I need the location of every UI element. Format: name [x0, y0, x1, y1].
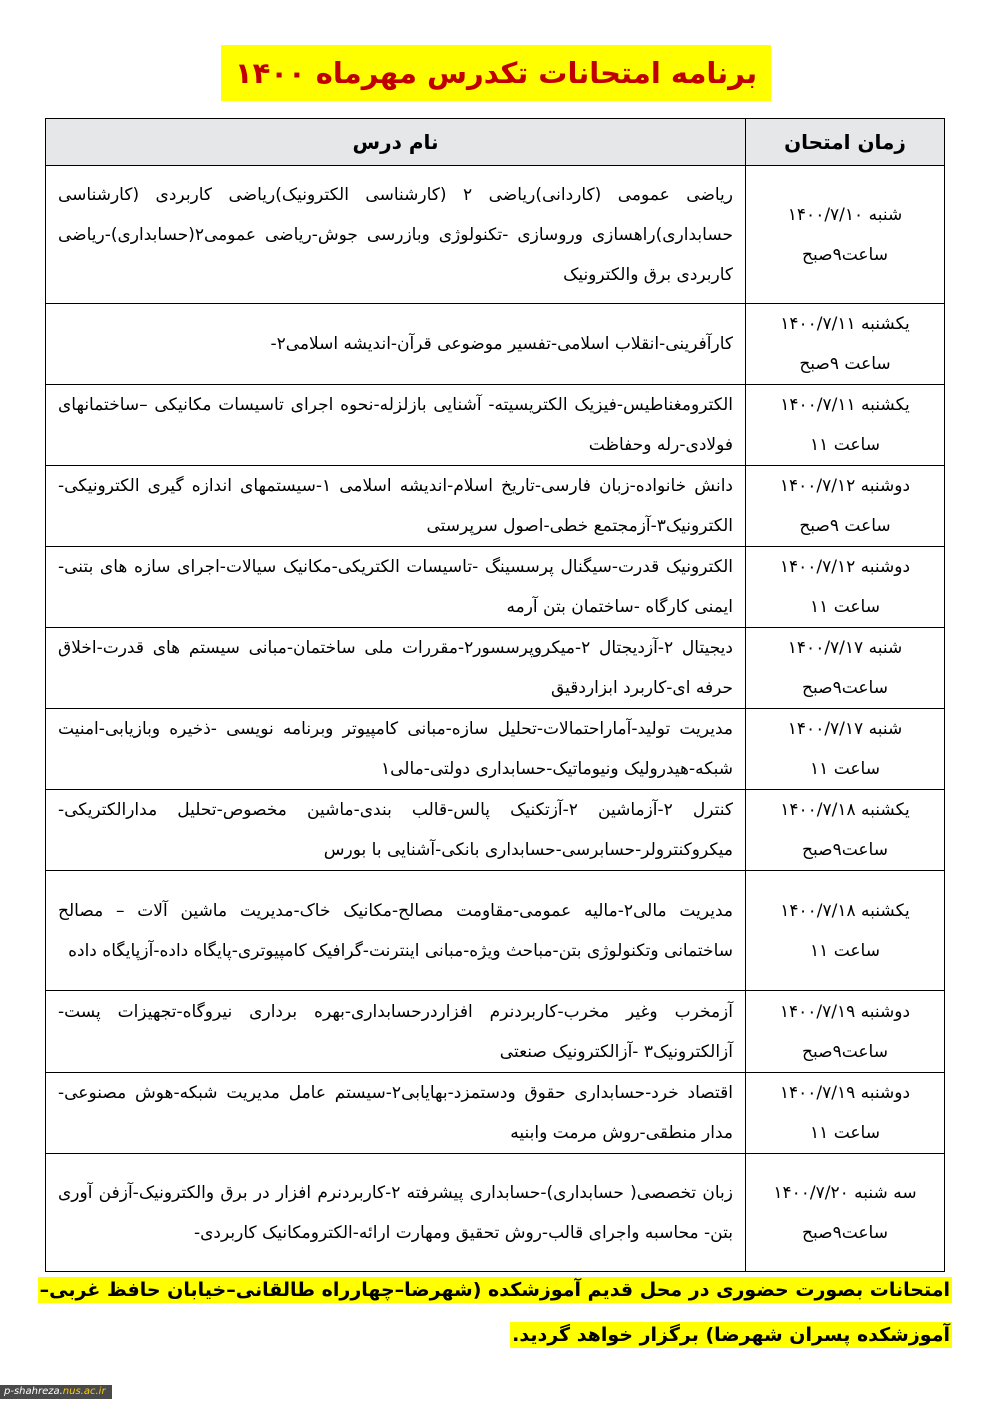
exam-time-cell	[746, 790, 945, 871]
header-course-name: نام درس	[46, 119, 746, 166]
exam-time-cell	[746, 1073, 945, 1154]
course-names-cell: کارآفرینی-انقلاب اسلامی-تفسیر موضوعی قرآن-اندیشه اسلامی۲-	[46, 304, 746, 385]
table-row	[46, 1073, 945, 1154]
exam-time-cell	[746, 466, 945, 547]
course-names-cell: ریاضی عمومی (کاردانی)ریاضی ۲ (کارشناسی الکترونیک)ریاضی کاربردی (کارشناسی حسابداری)راهسازی وروسازی -تکنولوژی وبازرسی جوش-ریاضی عمومی۲(حسابداری)-ریاضی کاربردی برق والکترونیک	[46, 166, 746, 304]
footer-notice	[32, 1268, 952, 1358]
exam-time-cell	[746, 304, 945, 385]
exam-time-cell	[746, 709, 945, 790]
exam-date: سه شنبه ۱۴۰۰/۷/۲۰	[773, 1182, 917, 1203]
exam-date: دوشنبه ۱۴۰۰/۷/۱۹	[779, 1083, 911, 1103]
exam-hour: ساعت۹صبح	[802, 1041, 888, 1062]
exam-schedule-table	[45, 118, 945, 1272]
exam-time-cell	[746, 871, 945, 991]
exam-date: دوشنبه ۱۴۰۰/۷/۱۲	[779, 557, 911, 577]
exam-date: شنبه ۱۴۰۰/۷/۱۰	[787, 204, 903, 225]
course-names-cell: آزمخرب وغیر مخرب-کاربردنرم افزاردرحسابداری-بهره برداری نیروگاه-تجهیزات پست-آزالکترونیک۳ -آزالکترونیک صنعتی	[46, 991, 746, 1073]
exam-hour: ساعت۹صبح	[802, 840, 888, 860]
exam-date: دوشنبه ۱۴۰۰/۷/۱۲	[779, 476, 911, 496]
exam-hour: ساعت ۱۱	[810, 435, 880, 455]
course-names-cell: زبان تخصصی( حسابداری)-حسابداری پیشرفته ۲-کاربردنرم افزار در برق والکترونیک-آزفن آوری بتن- محاسبه واجرای قالب-روش تحقیق ومهارت ارائه-الکترومکانیک کاربردی-	[46, 1154, 746, 1272]
exam-hour: ساعت ۱۱	[810, 940, 880, 961]
table-header-row	[46, 119, 945, 166]
exam-hour: ساعت۹صبح	[802, 678, 888, 698]
watermark-domain: nus.ac.ir	[62, 1386, 106, 1397]
course-names-cell: الکترومغناطیس-فیزیک الکتریسیته- آشنایی بازلزله-نحوه اجرای تاسیسات مکانیکی –ساختمانهای فولادی-رله وحفاظت	[46, 385, 746, 466]
exam-hour: ساعت۹صبح	[802, 244, 888, 265]
course-names-cell: دانش خانواده-زبان فارسی-تاریخ اسلام-اندیشه اسلامی ۱-سیستمهای اندازه گیری الکترونیکی-الکترونیک۳-آزمجتمع خطی-اصول سرپرستی	[46, 466, 746, 547]
table-row	[46, 547, 945, 628]
exam-time-cell	[746, 991, 945, 1073]
exam-hour: ساعت ۱۱	[810, 759, 880, 779]
exam-hour: ساعت۹صبح	[802, 1222, 888, 1243]
exam-date: یکشنبه ۱۴۰۰/۷/۱۱	[780, 395, 910, 415]
table-row	[46, 790, 945, 871]
table-row	[46, 1154, 945, 1272]
course-names-cell: کنترل ۲-آزماشین ۲-آزتکنیک پالس-قالب بندی-ماشین مخصوص-تحلیل مدارالکتریکی-میکروکنترولر-حسابرسی-حسابداری بانکی-آشنایی با بورس	[46, 790, 746, 871]
page-title: برنامه امتحانات تکدرس مهرماه ۱۴۰۰	[221, 45, 771, 101]
table-row	[46, 466, 945, 547]
exam-time-cell	[746, 628, 945, 709]
exam-date: دوشنبه ۱۴۰۰/۷/۱۹	[779, 1001, 911, 1022]
table-row	[46, 709, 945, 790]
exam-date: یکشنبه ۱۴۰۰/۷/۱۸	[780, 900, 910, 921]
course-names-cell: دیجیتال ۲-آزدیجتال ۲-میکروپرسسور۲-مقررات ملی ساختمان-مبانی سیستم های قدرت-اخلاق حرفه ای-کاربرد ابزاردقیق	[46, 628, 746, 709]
table-row	[46, 871, 945, 991]
course-names-cell: الکترونیک قدرت-سیگنال پرسسینگ -تاسیسات الکتریکی-مکانیک سیالات-اجرای سازه های بتنی-ایمنی کارگاه -ساختمان بتن آرمه	[46, 547, 746, 628]
exam-date: شنبه ۱۴۰۰/۷/۱۷	[787, 638, 903, 658]
table-row	[46, 304, 945, 385]
header-exam-time: زمان امتحان	[746, 119, 945, 166]
course-names-cell: مدیریت مالی۲-مالیه عمومی-مقاومت مصالح-مکانیک خاک-مدیریت ماشین آلات – مصالح ساختمانی وتکنولوژی بتن-مباحث ویژه-مبانی اینترنت-گرافیک کامپیوتری-پایگاه داده-آزپایگاه داده	[46, 871, 746, 991]
site-watermark	[0, 1385, 112, 1399]
table-body	[46, 166, 945, 1272]
course-names-cell: اقتصاد خرد-حسابداری حقوق ودستمزد-بهایابی۲-سیستم عامل مدیریت شبکه-هوش مصنوعی-مدار منطقی-روش مرمت وابنیه	[46, 1073, 746, 1154]
table-row	[46, 385, 945, 466]
exam-hour: ساعت ۹صبح	[799, 354, 891, 374]
exam-time-cell	[746, 166, 945, 304]
table-row	[46, 628, 945, 709]
course-names-cell: مدیریت تولید-آماراحتمالات-تحلیل سازه-مبانی کامپیوتر وبرنامه نویسی -ذخیره وبازیابی-امنیت شبکه-هیدرولیک ونیوماتیک-حسابداری دولتی-مالی۱	[46, 709, 746, 790]
exam-date: شنبه ۱۴۰۰/۷/۱۷	[787, 719, 903, 739]
title-container	[0, 45, 992, 101]
exam-date: یکشنبه ۱۴۰۰/۷/۱۱	[780, 314, 910, 334]
table-row	[46, 991, 945, 1073]
exam-hour: ساعت ۹صبح	[799, 516, 891, 536]
exam-time-cell	[746, 1154, 945, 1272]
exam-date: یکشنبه ۱۴۰۰/۷/۱۸	[780, 800, 910, 820]
table-row	[46, 166, 945, 304]
footer-notice-text: امتحانات بصورت حضوری در محل قدیم آموزشکده (شهرضا–چهارراه طالقانی–خیابان حافظ غربی– آموزشکده پسران شهرضا) برگزار خواهد گردید.	[39, 1279, 950, 1346]
watermark-prefix: p-shahreza.	[4, 1386, 63, 1397]
exam-time-cell	[746, 385, 945, 466]
exam-hour: ساعت ۱۱	[810, 597, 880, 617]
exam-time-cell	[746, 547, 945, 628]
exam-hour: ساعت ۱۱	[810, 1123, 880, 1143]
